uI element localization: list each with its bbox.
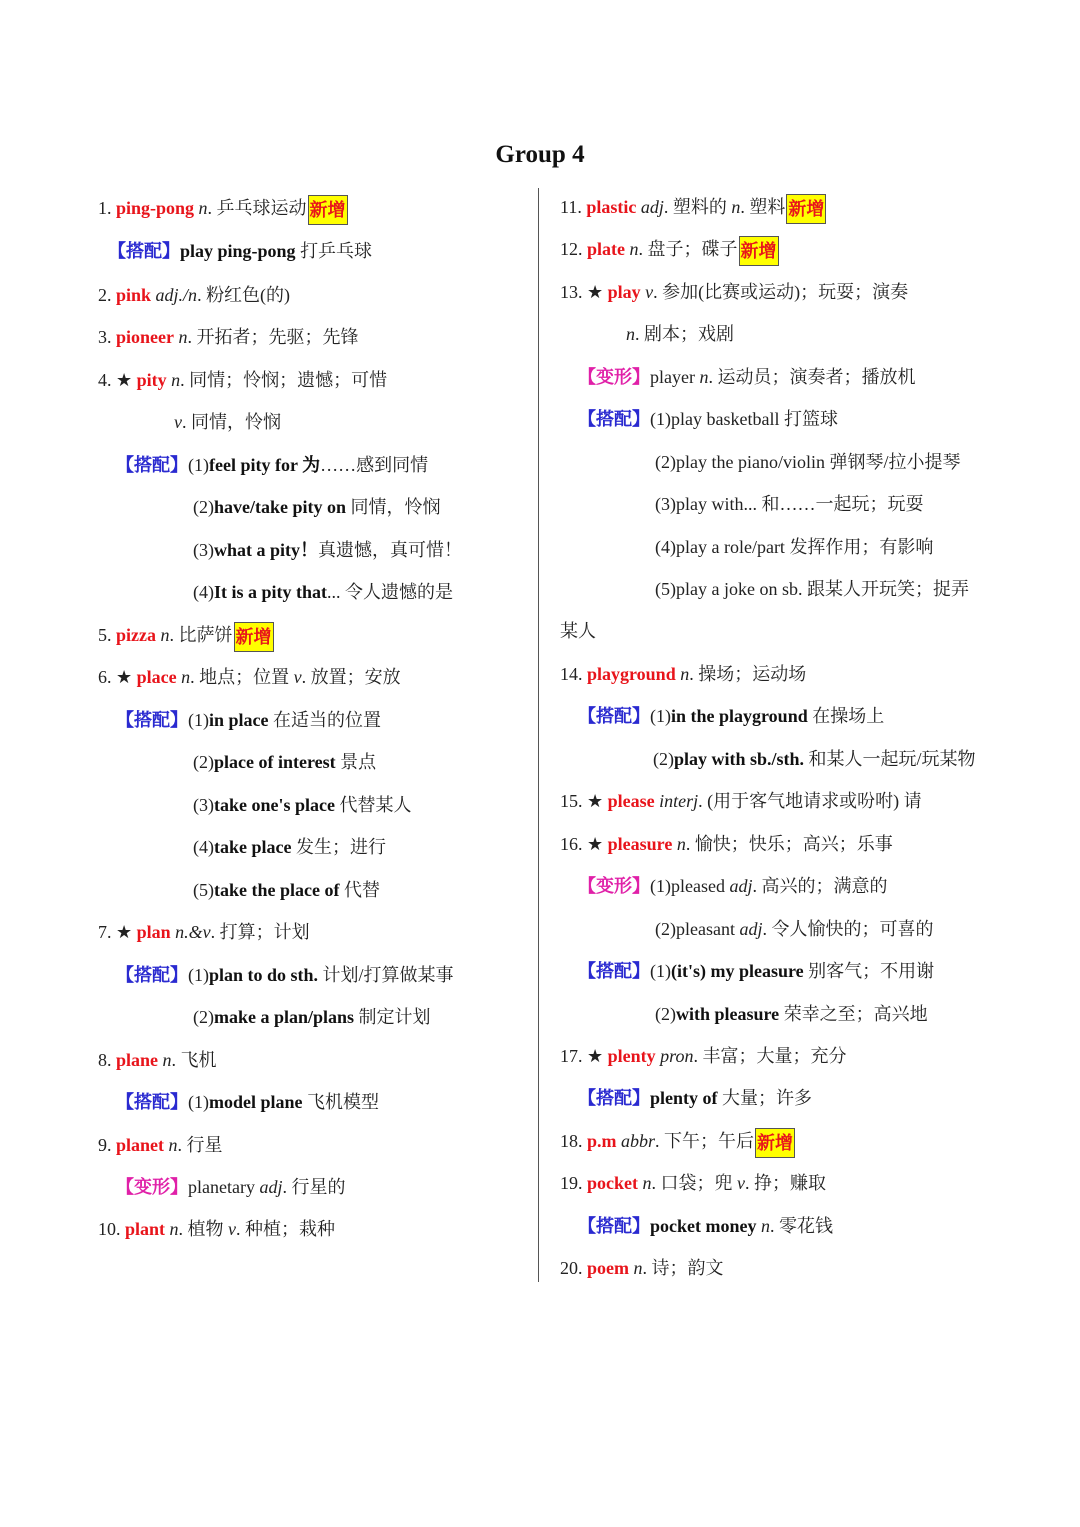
phrase: with pleasure <box>676 1004 780 1024</box>
text: 16. ★ <box>560 834 608 854</box>
part-of-speech: n <box>178 327 188 347</box>
text: . 零花钱 <box>770 1216 833 1236</box>
part-of-speech: n <box>162 1050 172 1070</box>
text: (5) <box>193 880 214 900</box>
text: 5. <box>98 625 116 645</box>
column-divider <box>538 188 539 1282</box>
text: . 塑料的 <box>663 197 732 217</box>
text: 19. <box>560 1173 587 1193</box>
text: . 行星的 <box>282 1177 346 1197</box>
part-of-speech: adj <box>259 1177 283 1197</box>
entry-line <box>98 662 401 692</box>
text: 7. ★ <box>98 922 137 942</box>
headword: pity <box>136 370 167 390</box>
headword: plate <box>587 239 625 259</box>
text: . 同情，怜悯 <box>182 412 281 432</box>
text: . 操场；运动场 <box>689 664 807 684</box>
new-badge: 新增 <box>739 236 779 266</box>
entry-line <box>98 1045 217 1075</box>
text: . 塑料 <box>740 197 786 217</box>
collocation-tag: 【搭配】 <box>578 1216 650 1236</box>
part-of-speech: n <box>168 1135 178 1155</box>
variant-tag: 【变形】 <box>578 367 650 387</box>
part-of-speech: n <box>171 370 181 390</box>
phrase: play ping-pong <box>180 241 296 261</box>
entry-line <box>116 450 428 480</box>
text: . 行星 <box>177 1135 223 1155</box>
entry-line <box>578 1083 812 1113</box>
text: . 挣；赚取 <box>745 1173 826 1193</box>
entry-line <box>655 914 933 944</box>
entry-line <box>560 192 826 222</box>
text: player <box>650 367 700 387</box>
entry-line <box>98 322 359 352</box>
text: . 种植；栽种 <box>236 1219 336 1239</box>
entry-line <box>560 277 908 307</box>
entry-line <box>98 1214 335 1244</box>
phrase: make a plan/plans <box>214 1007 355 1027</box>
text: . 飞机 <box>171 1050 217 1070</box>
text: (3) <box>193 540 214 560</box>
entry-line <box>560 616 596 646</box>
entry-line <box>560 829 893 859</box>
part-of-speech: abbr <box>621 1131 656 1151</box>
phrase: what a pity！ <box>214 540 319 560</box>
text: 8. <box>98 1050 116 1070</box>
entry-line <box>98 620 274 650</box>
text: . 口袋；兜 <box>651 1173 737 1193</box>
text: . 地点；位置 <box>190 667 294 687</box>
text: 在适当的位置 <box>268 710 382 730</box>
text: . 诗；韵文 <box>642 1258 724 1278</box>
entry-line <box>560 234 779 264</box>
entry-line <box>116 1172 345 1202</box>
text: (3)play with... 和……一起玩；玩耍 <box>655 494 924 514</box>
entry-line <box>655 574 969 604</box>
text: . (用于客气地请求或吩咐) 请 <box>698 791 922 811</box>
part-of-speech: v <box>737 1173 745 1193</box>
phrase: in the playground <box>671 706 808 726</box>
text: (2) <box>655 1004 676 1024</box>
text: 同情，怜悯 <box>346 497 441 517</box>
entry-line <box>193 577 453 607</box>
text: (1) <box>650 706 671 726</box>
entry-line <box>578 362 915 392</box>
phrase: model plane <box>209 1092 303 1112</box>
part-of-speech: adj <box>640 197 664 217</box>
part-of-speech: v <box>293 667 302 687</box>
text: 1. <box>98 198 116 218</box>
text: 飞机模型 <box>302 1092 380 1112</box>
entry-line <box>655 447 960 477</box>
part-of-speech: n <box>626 324 635 344</box>
part-of-speech: n <box>198 198 208 218</box>
text: 15. ★ <box>560 791 608 811</box>
text: . 运动员；演奏者；播放机 <box>708 367 916 387</box>
entry-line <box>193 1002 431 1032</box>
entry-line <box>193 875 380 905</box>
headword: plant <box>125 1219 166 1239</box>
new-badge: 新增 <box>308 195 348 225</box>
headword: plane <box>116 1050 159 1070</box>
entry-line <box>578 871 887 901</box>
text: . 开拓者；先驱；先锋 <box>187 327 359 347</box>
part-of-speech: n <box>633 1258 643 1278</box>
headword: plastic <box>586 197 637 217</box>
new-badge: 新增 <box>786 194 826 224</box>
text: . 高兴的；满意的 <box>752 876 888 896</box>
entry-line <box>560 1168 826 1198</box>
headword: planet <box>116 1135 165 1155</box>
text: 某人 <box>560 621 596 641</box>
part-of-speech: n <box>629 239 639 259</box>
collocation-tag: 【搭配】 <box>116 455 188 475</box>
text: 代替某人 <box>335 795 412 815</box>
collocation-tag: 【搭配】 <box>116 965 188 985</box>
text: (1) <box>188 1092 209 1112</box>
text: (4) <box>193 582 214 602</box>
text: 10. <box>98 1219 125 1239</box>
text: (2) <box>653 749 674 769</box>
text: 20. <box>560 1258 587 1278</box>
variant-tag: 【变形】 <box>578 876 650 896</box>
text: . 放置；安放 <box>301 667 401 687</box>
part-of-speech: interj <box>659 791 699 811</box>
text: . 比萨饼 <box>169 625 233 645</box>
text: 6. ★ <box>98 667 137 687</box>
phrase: place of interest <box>214 752 336 772</box>
entry-line <box>578 956 934 986</box>
entry-line <box>626 319 734 349</box>
phrase: take the place of <box>214 880 340 900</box>
text: 景点 <box>335 752 377 772</box>
headword: ping-pong <box>116 198 195 218</box>
part-of-speech: n <box>731 197 741 217</box>
text: (5)play a joke on sb. 跟某人开玩笑；捉弄 <box>655 579 969 599</box>
phrase: plenty of <box>650 1088 718 1108</box>
headword: please <box>607 791 655 811</box>
collocation-tag: 【搭配】 <box>108 241 180 261</box>
text: . 打算；计划 <box>210 922 310 942</box>
text: 荣幸之至；高兴地 <box>779 1004 928 1024</box>
variant-tag: 【变形】 <box>116 1177 188 1197</box>
headword: play <box>607 282 641 302</box>
phrase: take place <box>214 837 292 857</box>
text: (1) <box>188 455 209 475</box>
text: (2) <box>193 497 214 517</box>
phrase: (it's) my pleasure <box>671 961 804 981</box>
part-of-speech: n <box>761 1216 770 1236</box>
text: 3. <box>98 327 116 347</box>
text: (4)play a role/part 发挥作用；有影响 <box>655 537 934 557</box>
headword: plan <box>136 922 171 942</box>
collocation-tag: 【搭配】 <box>578 409 650 429</box>
entry-line <box>174 407 281 437</box>
text: (2)play the piano/violin 弹钢琴/拉小提琴 <box>655 452 961 472</box>
text: (2) <box>193 752 214 772</box>
text: (1)play basketball 打篮球 <box>650 409 838 429</box>
entry-line <box>560 659 806 689</box>
text: 发生；进行 <box>291 837 386 857</box>
collocation-tag: 【搭配】 <box>578 706 650 726</box>
collocation-tag: 【搭配】 <box>578 961 650 981</box>
part-of-speech: v <box>174 412 182 432</box>
headword: plenty <box>607 1046 656 1066</box>
headword: poem <box>587 1258 629 1278</box>
text: (4) <box>193 837 214 857</box>
part-of-speech: n <box>160 625 170 645</box>
entry-line <box>98 280 290 310</box>
part-of-speech: n <box>680 664 690 684</box>
text: 在操场上 <box>807 706 885 726</box>
entry-line <box>193 747 376 777</box>
phrase: play with sb./sth. <box>674 749 805 769</box>
collocation-tag: 【搭配】 <box>578 1088 650 1108</box>
headword: place <box>136 667 177 687</box>
entry-line <box>193 832 386 862</box>
part-of-speech: n <box>676 834 686 854</box>
text: . 下午；午后 <box>655 1131 755 1151</box>
phrase: pocket money <box>650 1216 757 1236</box>
text: 别客气；不用谢 <box>803 961 935 981</box>
entry-line <box>193 492 441 522</box>
text: 真遗憾，真可惜！ <box>318 540 463 560</box>
headword: pocket <box>587 1173 638 1193</box>
text: 9. <box>98 1135 116 1155</box>
entry-line <box>560 786 922 816</box>
part-of-speech: n <box>181 667 191 687</box>
entry-line <box>655 999 928 1029</box>
text: 制定计划 <box>354 1007 431 1027</box>
text: . 粉红色(的) <box>197 285 291 305</box>
collocation-tag: 【搭配】 <box>116 710 188 730</box>
text: (2)pleasant <box>655 919 740 939</box>
entry-line <box>108 236 372 266</box>
phrase: take one's place <box>214 795 335 815</box>
part-of-speech: n.&v <box>175 922 211 942</box>
entry-line <box>98 365 387 395</box>
text: 和某人一起玩/玩某物 <box>804 749 976 769</box>
entry-line <box>116 1087 379 1117</box>
text: (3) <box>193 795 214 815</box>
new-badge: 新增 <box>234 622 274 652</box>
part-of-speech: v <box>228 1219 237 1239</box>
text: 18. <box>560 1131 587 1151</box>
entry-line <box>193 535 462 565</box>
phrase: have/take pity on <box>214 497 347 517</box>
text: ... 令人遗憾的是 <box>327 582 454 602</box>
text: . 乒乓球运动 <box>207 198 307 218</box>
headword: playground <box>587 664 676 684</box>
entry-line <box>193 790 412 820</box>
headword: pleasure <box>607 834 673 854</box>
part-of-speech: adj./n <box>155 285 198 305</box>
entry-line <box>560 1126 795 1156</box>
entry-line <box>560 1041 847 1071</box>
text: 14. <box>560 664 587 684</box>
headword: pioneer <box>116 327 174 347</box>
headword: pizza <box>116 625 156 645</box>
part-of-speech: v <box>645 282 654 302</box>
entry-line <box>653 744 976 774</box>
new-badge: 新增 <box>755 1128 795 1158</box>
text: . 丰富；大量；充分 <box>693 1046 847 1066</box>
entry-line <box>116 960 454 990</box>
text: . 令人愉快的；可喜的 <box>762 919 934 939</box>
entry-line <box>655 489 923 519</box>
text: . 剧本；戏剧 <box>635 324 734 344</box>
entry-line <box>98 1130 223 1160</box>
part-of-speech: n <box>699 367 709 387</box>
text: . 参加(比赛或运动)；玩耍；演奏 <box>653 282 909 302</box>
page-title: Group 4 <box>495 141 585 168</box>
part-of-speech: pron <box>660 1046 694 1066</box>
text: 17. ★ <box>560 1046 608 1066</box>
headword: p.m <box>587 1131 617 1151</box>
entry-line <box>578 701 884 731</box>
part-of-speech: n <box>642 1173 652 1193</box>
collocation-tag: 【搭配】 <box>116 1092 188 1112</box>
entry-line <box>578 1211 833 1241</box>
part-of-speech: adj <box>739 919 763 939</box>
entry-line <box>578 404 838 434</box>
text: (1) <box>188 710 209 730</box>
phrase: in place <box>209 710 269 730</box>
part-of-speech: n <box>169 1219 179 1239</box>
text: 代替 <box>339 880 380 900</box>
text: 2. <box>98 285 116 305</box>
text: . 愉快；快乐；高兴；乐事 <box>685 834 893 854</box>
entry-line <box>98 193 348 223</box>
text: . 同情；怜悯；遗憾；可惜 <box>180 370 388 390</box>
text: (2) <box>193 1007 214 1027</box>
phrase: It is a pity that <box>214 582 328 602</box>
text: 打乒乓球 <box>295 241 373 261</box>
phrase: feel pity for 为 <box>209 455 321 475</box>
text: 13. ★ <box>560 282 608 302</box>
entry-line <box>655 532 933 562</box>
entry-line <box>560 1253 724 1283</box>
text: (1)pleased <box>650 876 730 896</box>
text: . 盘子；碟子 <box>638 239 738 259</box>
text: 11. <box>560 197 587 217</box>
text: 12. <box>560 239 587 259</box>
phrase: plan to do sth. <box>209 965 319 985</box>
entry-line <box>116 705 381 735</box>
part-of-speech: adj <box>729 876 753 896</box>
text: planetary <box>188 1177 260 1197</box>
text: 计划/打算做某事 <box>318 965 454 985</box>
text: (1) <box>188 965 209 985</box>
text: . 植物 <box>178 1219 229 1239</box>
text: ……感到同情 <box>320 455 429 475</box>
text: 大量；许多 <box>717 1088 812 1108</box>
text: 4. ★ <box>98 370 137 390</box>
headword: pink <box>116 285 152 305</box>
text: (1) <box>650 961 671 981</box>
entry-line <box>98 917 310 947</box>
